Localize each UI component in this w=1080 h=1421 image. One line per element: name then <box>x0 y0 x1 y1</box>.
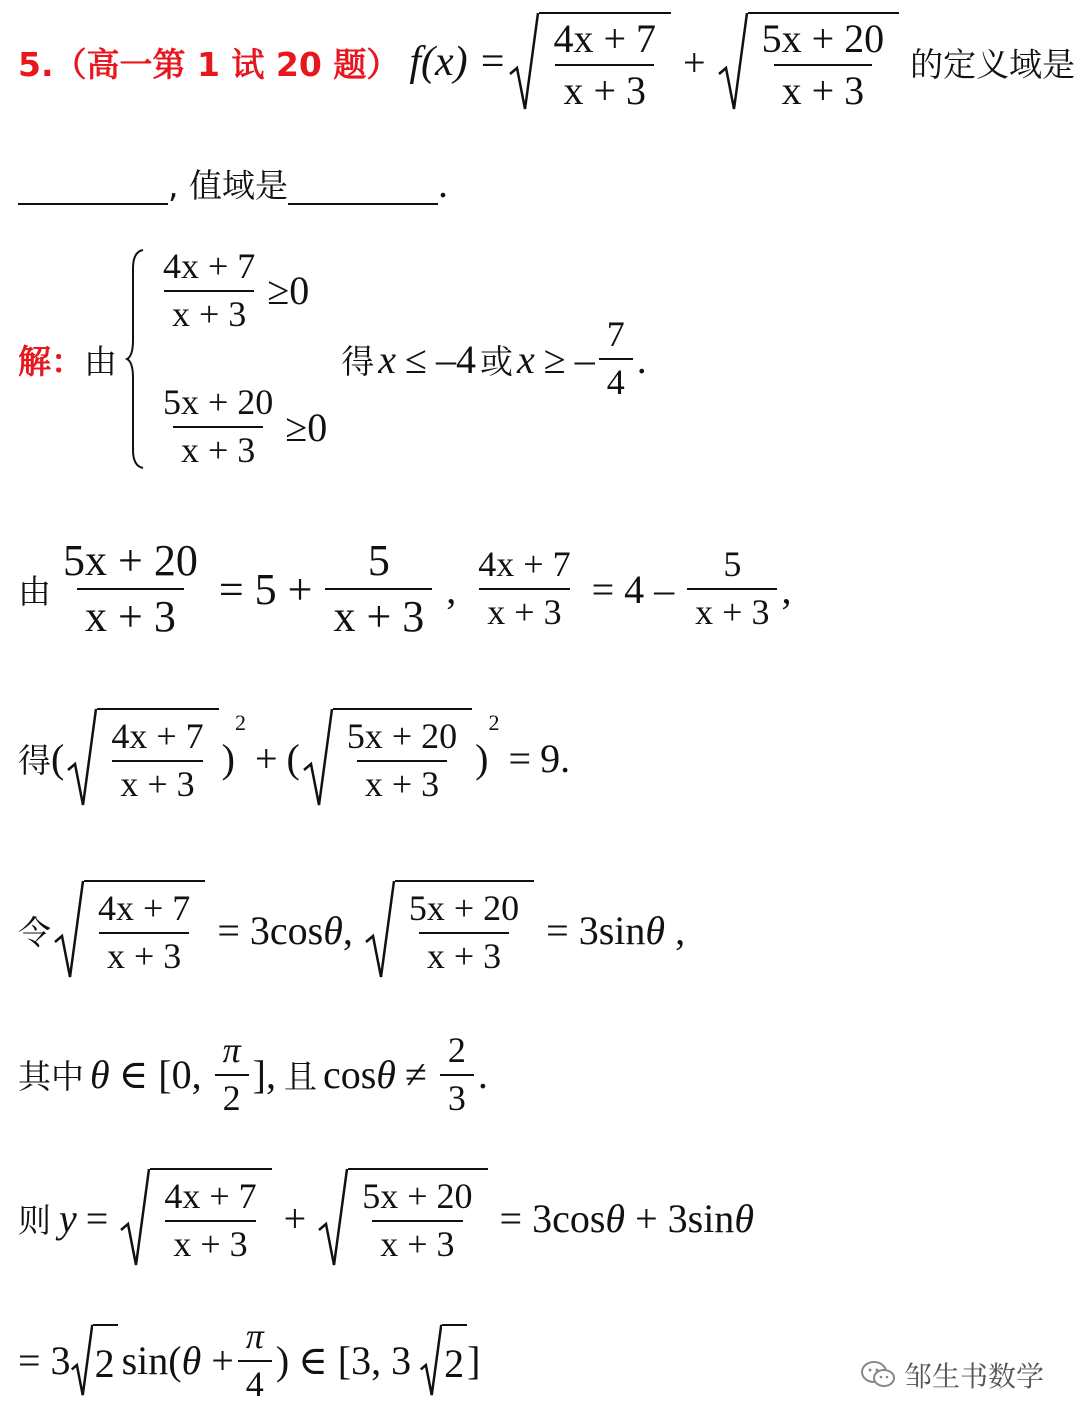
system-brace: $\frac{4x + 7}{x + 3}$ ≥ 0 $\frac{5x + 20}{x + 3}$ ≥ 0 <box>125 248 327 470</box>
substitution-line: 令 $\frac{4x + 7}{x + 3}$ = 3cosθ, $\frac{5x + 20}{x + 3}$ = 3sinθ , <box>18 880 694 980</box>
sqrt-b: $\frac{5x + 20}{x + 3}$ <box>718 12 900 112</box>
watermark-text: 邹生书数学 <box>903 1360 1044 1393</box>
range-blank <box>288 163 438 205</box>
solution-system: 解： 由 $\frac{4x + 7}{x + 3}$ ≥ 0 $\frac{5x + 20}{x + 3}$ ≥ 0 得 x ≤ –4 或 x ≥ – $\frac{7}{4}$ . <box>18 246 647 471</box>
problem-label: 5.（高一第 1 试 20 题） <box>18 44 400 84</box>
wechat-icon <box>860 1360 896 1390</box>
domain-blank <box>18 163 168 205</box>
left-brace-icon <box>125 248 147 470</box>
solution-label: 解： <box>18 341 84 381</box>
domain-text: 的定义域是 <box>910 44 1076 84</box>
value-range-text: , 值域是 <box>168 166 288 205</box>
result-line: 则 y = $\frac{4x + 7}{x + 3}$ + $\frac{5x + 20}{x + 3}$ = 3cosθ + 3sinθ <box>18 1168 763 1268</box>
watermark <box>860 1355 1044 1395</box>
constraint-line: 其中 θ ∈ [0, $\frac{\pi}{2}$ ], 且 cosθ ≠ $\frac{2}{3}$ . <box>18 1030 488 1118</box>
problem-statement: 5.（高一第 1 试 20 题） f(x) = $\frac{4x + 7}{x + 3}$ + $\frac{5x + 20}{x + 3}$ 的定义域是 <box>18 12 1075 112</box>
function-name: f(x) = <box>409 39 507 85</box>
sum-of-squares-line: 得 ( $\frac{4x + 7}{x + 3}$ ) 2 + ( $\frac{5x + 20}{x + 3}$ ) 2 = 9 . <box>18 708 570 808</box>
decomposition-line: 由 $\frac{5x + 20}{x + 3}$ = 5 + $\frac{5}{x + 3}$ , $\frac{4x + 7}{x + 3}$ = 4 – $\frac{5}{x + 3}$ , <box>18 536 792 642</box>
final-line: = 3 2 sin(θ + $\frac{\pi}{4}$ ) ∈ [3, 3 2 ] <box>18 1316 481 1404</box>
sqrt-a: $\frac{4x + 7}{x + 3}$ <box>509 12 671 112</box>
blanks-line: , 值域是 . <box>18 160 448 207</box>
